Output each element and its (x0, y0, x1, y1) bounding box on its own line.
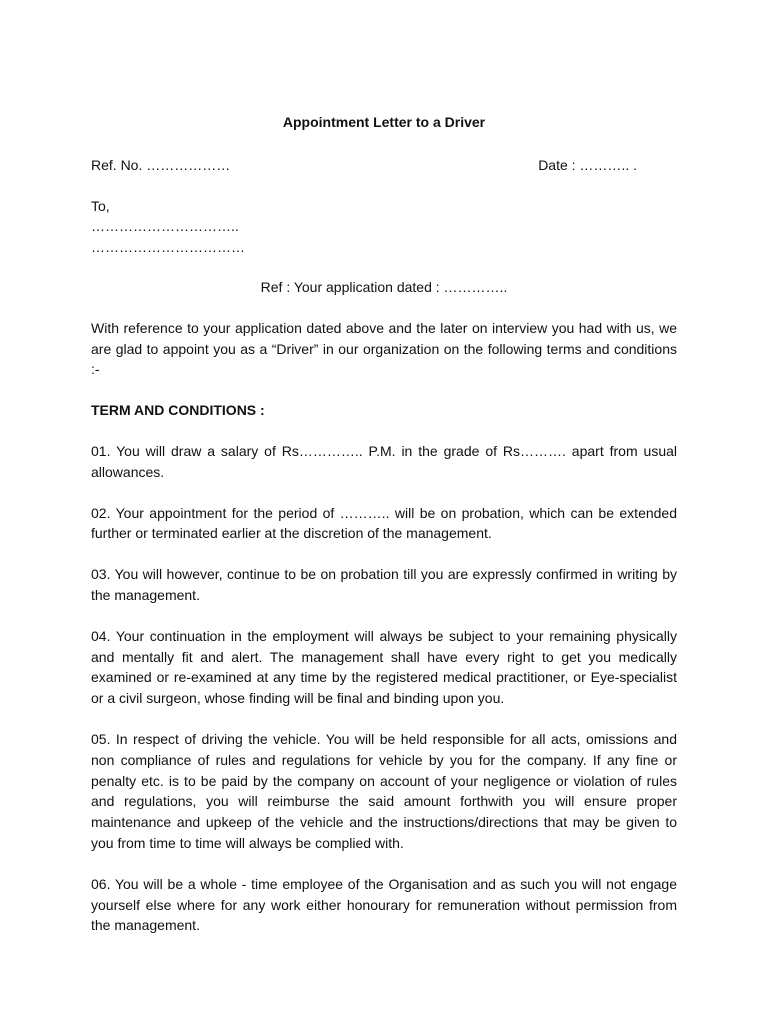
reference-number: Ref. No. ……………… (91, 156, 231, 173)
intro-paragraph: With reference to your application dated above and the later on interview you had with us, we are glad to appoint you as a “Driver” in our organization on the following terms and conditions :- (91, 319, 677, 378)
address-line: …………………………… (91, 239, 245, 256)
term-paragraph: 04. Your continuation in the employment will always be subject to your remaining physically and mentally fit and alert. The management shall have every right to get you medically examined or re-examined at any time by the registered medical practitioner, or Eye-specialist or a civil surgeon, whose finding will be final and binding upon you. (91, 627, 677, 707)
term-paragraph: 06. You will be a whole - time employee of the Organisation and as such you will not engage yourself else where for any work either honourary for remuneration without permission from the management. (91, 875, 677, 934)
terms-heading: TERM AND CONDITIONS : (91, 402, 265, 419)
address-line: ………………………….. (91, 218, 239, 235)
term-paragraph: 02. Your appointment for the period of ……….. will be on probation, which can be extended further or terminated earlier at the discretion of the management. (91, 504, 677, 542)
date-field: Date : ……….. . (538, 156, 637, 173)
to-label: To, (91, 197, 110, 214)
letter-body (91, 112, 677, 956)
term-paragraph: 05. In respect of driving the vehicle. You will be held responsible for all acts, omissions and non compliance of rules and regulations for vehicle by you for the company. If any fine or penalty etc. is to be paid by the company on account of your negligence or violation of rules and regulations, you will reimburse the said amount forthwith you will ensure proper maintenance and upkeep of the vehicle and the instructions/directions that may be given to you from time to time will always be complied with. (91, 730, 677, 851)
document-title: Appointment Letter to a Driver (282, 114, 486, 130)
subject-line: Ref : Your application dated : ………….. (260, 278, 508, 295)
term-paragraph: 01. You will draw a salary of Rs………….. P.M. in the grade of Rs………. apart from usual allowances. (91, 442, 677, 480)
reference-line (91, 155, 677, 176)
recipient-address (91, 196, 677, 258)
term-paragraph: 03. You will however, continue to be on probation till you are expressly confirmed in writing by the management. (91, 566, 677, 603)
